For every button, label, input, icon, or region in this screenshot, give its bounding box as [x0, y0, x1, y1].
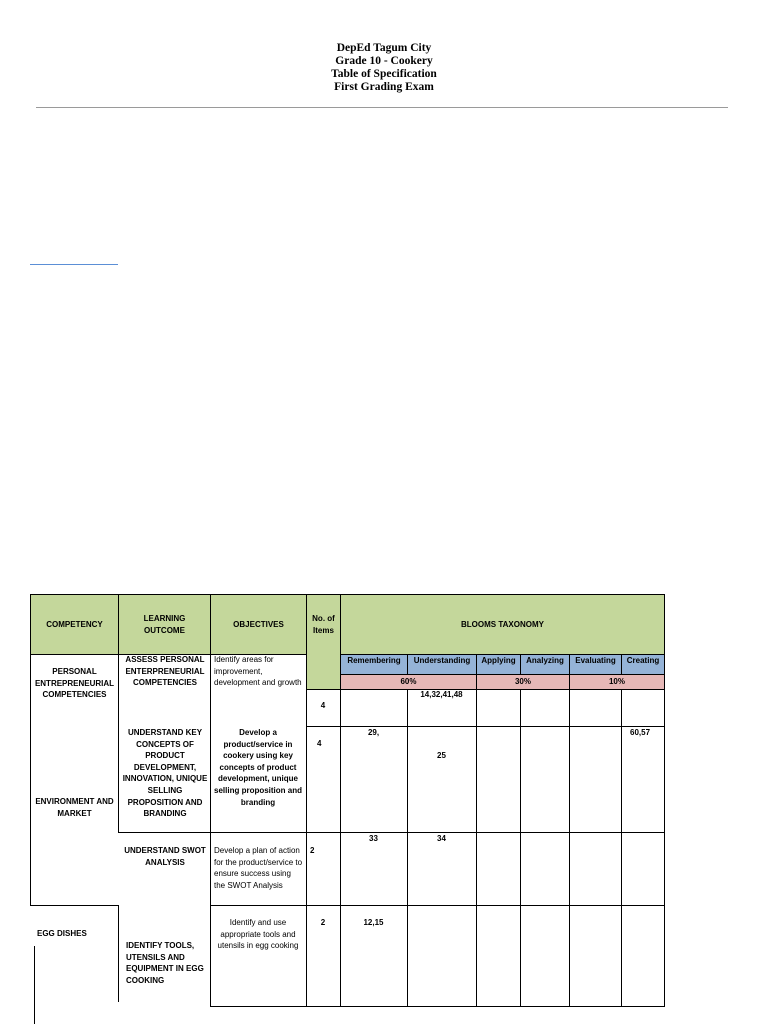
header-blooms-taxonomy-text: BLOOMS TAXONOMY — [461, 619, 544, 629]
level-analyzing — [520, 654, 570, 675]
level-applying — [476, 654, 521, 675]
remembering-cell: 29, — [367, 728, 380, 737]
header-objectives-text: OBJECTIVES — [233, 619, 284, 629]
level-evaluating — [569, 654, 622, 675]
grid-line — [520, 690, 521, 1006]
remembering-cell: 33 — [369, 834, 378, 843]
header-line-3: Table of Specification — [331, 68, 437, 80]
header-competency — [30, 594, 119, 655]
items-cell: 4 — [317, 739, 322, 748]
grid-line — [210, 905, 665, 906]
header-learning-outcome-text: LEARNING OUTCOME — [143, 613, 186, 635]
level-creating — [621, 654, 665, 675]
understanding-cell: 25 — [437, 751, 446, 760]
header-no-of-items-text: No. of Items — [312, 614, 335, 635]
items-cell: 2 — [320, 918, 326, 927]
objective-cell: Develop a plan of action for the product/service to ensure success using the SWOT Analysis — [214, 846, 303, 890]
blue-underline — [30, 264, 118, 265]
percent-higher — [569, 674, 665, 690]
level-understanding — [407, 654, 477, 675]
level-remembering-text: Remembering — [347, 656, 401, 665]
grid-line — [210, 1006, 665, 1007]
grid-line — [30, 905, 119, 906]
remembering-cell: 12,15 — [363, 918, 384, 927]
grid-line — [30, 654, 31, 905]
competency-cell: EGG DISHES — [37, 929, 87, 938]
grid-line — [621, 690, 622, 1006]
understanding-cell: 34 — [437, 834, 446, 843]
outcome-cell: ASSESS PERSONAL ENTERPRENEURIAL COMPETENCIES — [125, 655, 205, 688]
header-line-2: Grade 10 - Cookery — [335, 55, 433, 67]
percent-middle-text: 30% — [514, 677, 531, 686]
grid-line — [664, 654, 665, 1006]
grid-line — [569, 690, 570, 1006]
grid-line — [306, 690, 307, 1006]
level-understanding-text: Understanding — [413, 656, 471, 665]
level-remembering — [340, 654, 408, 675]
items-cell: 4 — [320, 701, 326, 710]
outcome-cell: IDENTIFY TOOLS, UTENSILS AND EQUIPMENT IN EGG COOKING — [126, 941, 204, 985]
creating-cell: 60,57 — [630, 728, 651, 737]
grid-line — [34, 946, 35, 1024]
items-cell: 2 — [310, 846, 315, 855]
level-applying-text: Applying — [481, 656, 516, 665]
level-evaluating-text: Evaluating — [575, 656, 616, 665]
outcome-cell: UNDERSTAND KEY CONCEPTS OF PRODUCT DEVELOPMENT, INNOVATION, UNIQUE SELLING PROPOSITION AND BRANDING — [122, 728, 208, 819]
outcome-cell: UNDERSTAND SWOT ANALYSIS — [124, 846, 206, 867]
competency-cell: ENVIRONMENT AND MARKET — [35, 797, 114, 818]
header-objectives — [210, 594, 307, 655]
grid-line — [118, 654, 119, 832]
document-header — [0, 42, 768, 94]
header-learning-outcome — [118, 594, 211, 655]
objective-cell: Identify and use appropriate tools and utensils in egg cooking — [217, 918, 299, 951]
header-line-4: First Grading Exam — [334, 81, 434, 93]
percent-lower — [340, 674, 477, 690]
percent-middle — [476, 674, 570, 690]
level-creating-text: Creating — [626, 656, 660, 665]
grid-line — [476, 690, 477, 1006]
objective-cell: Develop a product/service in cookery using key concepts of product development, unique selling proposition and branding — [214, 728, 302, 807]
grid-line — [407, 690, 408, 1006]
level-analyzing-text: Analyzing — [526, 656, 564, 665]
header-blooms-taxonomy — [340, 594, 665, 655]
grid-line — [118, 906, 119, 1002]
header-line-1: DepEd Tagum City — [336, 42, 432, 54]
header-no-of-items — [306, 594, 341, 690]
header-divider — [36, 107, 728, 108]
percent-lower-text: 60% — [400, 677, 417, 686]
percent-higher-text: 10% — [608, 677, 625, 686]
header-competency-text: COMPETENCY — [46, 619, 103, 629]
understanding-cell: 14,32,41,48 — [420, 690, 463, 699]
grid-line — [210, 654, 211, 1006]
competency-cell: PERSONAL ENTREPRENEURIAL COMPETENCIES — [34, 667, 115, 700]
objective-cell: Identify areas for improvement, development and growth — [214, 655, 302, 688]
